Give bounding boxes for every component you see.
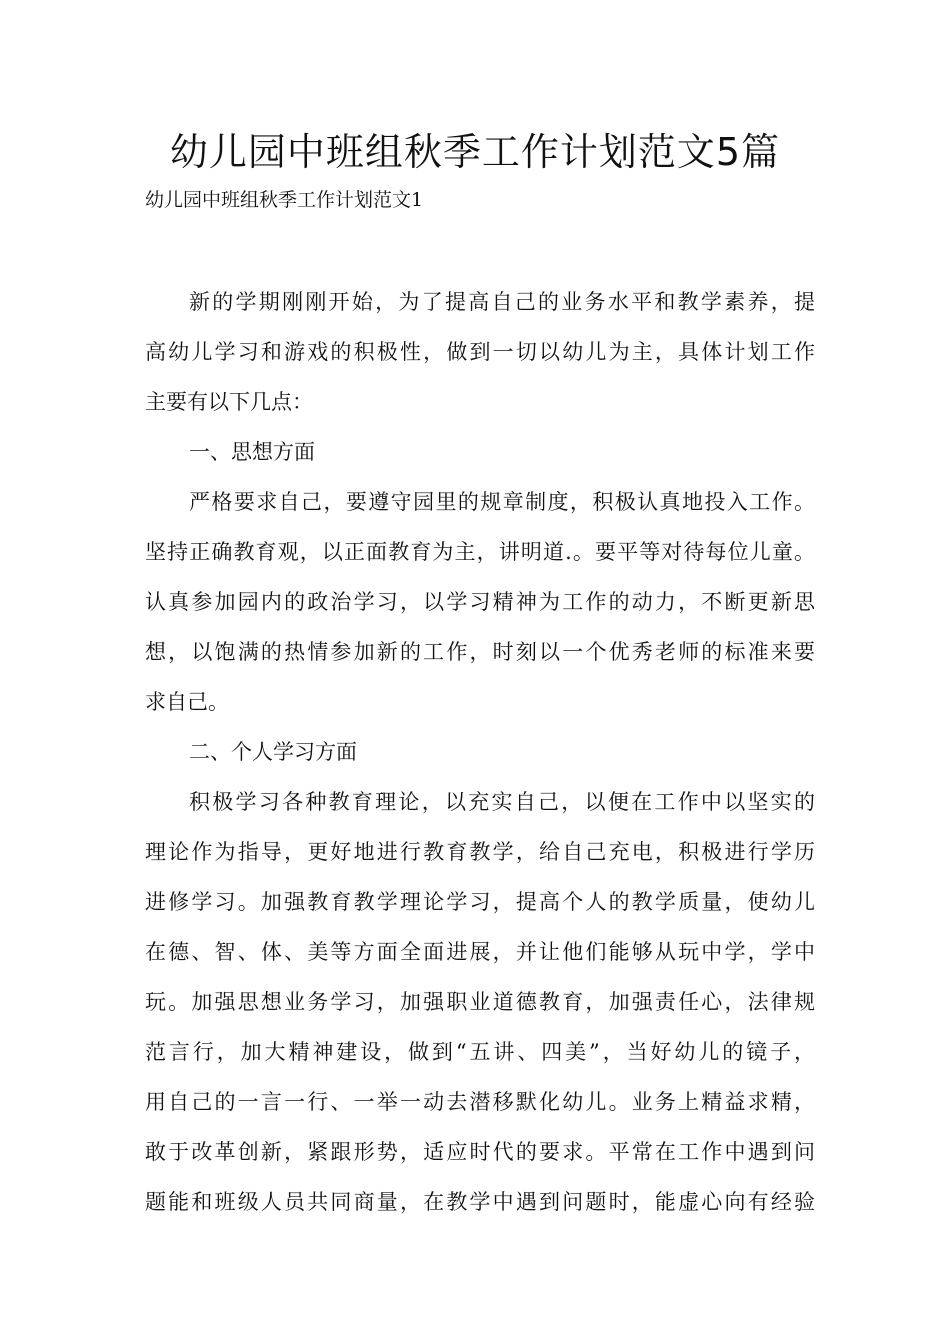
body-line: 严格要求自己，要遵守园里的规章制度，积极认真地投入工作。 [189,490,815,514]
body-line: 玩。加强思想业务学习，加强职业道德教育，加强责任心，法律规 [145,990,815,1014]
document-subtitle: 幼儿园中班组秋季工作计划范文1 [145,189,424,211]
body-line: 主要有以下几点： [145,390,313,414]
body-line: 在德、智、体、美等方面全面进展，并让他们能够从玩中学，学中 [145,940,815,964]
body-line: 坚持正确教育观，以正面教育为主，讲明道.。要平等对待每位儿童。 [145,540,815,564]
body-line: 敢于改革创新，紧跟形势，适应时代的要求。平常在工作中遇到问 [145,1140,815,1164]
document-body [145,282,815,1232]
body-line: 用自己的一言一行、一举一动去潜移默化幼儿。业务上精益求精， [145,1090,815,1114]
body-line: 范言行，加大精神建设，做到“五讲、四美”，当好幼儿的镜子， [145,1040,815,1064]
body-line: 二、个人学习方面 [189,740,357,764]
body-line: 认真参加园内的政治学习，以学习精神为工作的动力，不断更新思 [145,590,815,614]
body-line: 积极学习各种教育理论，以充实自己，以便在工作中以坚实的 [189,790,815,814]
body-line: 新的学期刚刚开始，为了提高自己的业务水平和教学素养，提 [189,290,815,314]
document-title: 幼儿园中班组秋季工作计划范文5篇 [169,130,781,174]
body-line: 想，以饱满的热情参加新的工作，时刻以一个优秀老师的标准来要 [145,640,815,664]
body-line: 进修学习。加强教育教学理论学习，提高个人的教学质量，使幼儿 [145,890,815,914]
body-line: 题能和班级人员共同商量，在教学中遇到问题时，能虚心向有经验 [145,1190,815,1214]
body-line: 理论作为指导，更好地进行教育教学，给自己充电，积极进行学历 [145,840,815,864]
body-line: 高幼儿学习和游戏的积极性，做到一切以幼儿为主，具体计划工作 [145,340,815,364]
body-line: 求自己。 [145,690,229,714]
body-line: 一、思想方面 [189,440,315,464]
